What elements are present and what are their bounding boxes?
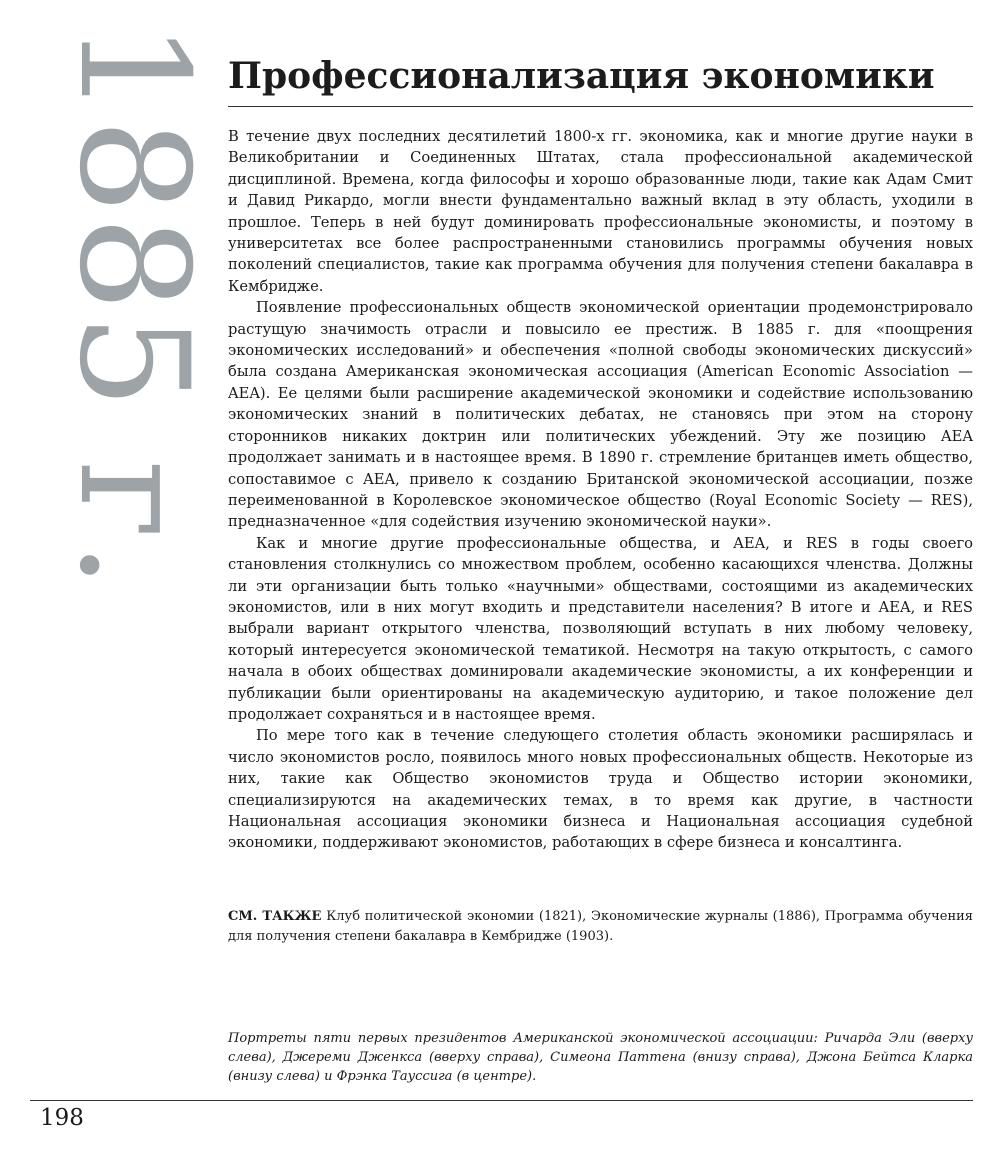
paragraph-2: Появление профессиональных обществ экономической ориентации продемонстрировало растущую значимость отрасли и повысило ее престиж. В 1885 г. для «поощрения экономических исследований» и обеспечения «полной свободы экономических дискуссий» была создана Американская экономическая ассоциация (American Economic Association — AEA). Ее целями были расширение академической экономики и содействие использованию экономических знаний в политических дебатах, не становясь при этом на сторону сторонников никаких доктрин или политических убеждений. Эту же позицию AEA продолжает занимать и в настоящее время. В 1890 г. стремление британцев иметь общество, сопоставимое с AEA, привело к созданию Британской экономической ассоциации, позже переименованной в Королевское экономическое общество (Royal Economic Society — RES), предназначенное «для содействия изучению экономической науки».	[228, 299, 973, 531]
see-also-label: СМ. ТАКЖЕ	[228, 909, 322, 924]
see-also-text: Клуб политической экономии (1821), Экономические журналы (1886), Программа обучения для получения степени бакалавра в Кембридже (1903).	[228, 909, 973, 944]
paragraph-1: В течение двух последних десятилетий 1800-х гг. экономика, как и многие другие науки в Великобритании и Соединенных Штатах, стала профессиональной академической дисциплиной. Времена, когда философы и хорошо образованные люди, такие как Адам Смит и Давид Рикардо, могли внести фундаментально важный вклад в эту область, уходили в прошлое. Теперь в ней будут доминировать профессиональные экономисты, и поэтому в университетах все более распространенными становились программы обучения новых поколений специалистов, такие как программа обучения для получения степени бакалавра в Кембридже.	[228, 128, 973, 295]
page-title: Профессионализация экономики	[228, 55, 935, 97]
page-number: 198	[40, 1105, 84, 1131]
side-year-text: 1885 г.	[46, 21, 220, 591]
paragraph-3: Как и многие другие профессиональные общества, и AEA, и RES в годы своего становления столкнулись со множеством проблем, особенно касающихся членства. Должны ли эти организации быть только «научными» обществами, состоящими из академических экономистов, или в них могут входить и представители населения? В итоге и AEA, и RES выбрали вариант открытого членства, позволяющий вступать в них любому человеку, который интересуется экономической тематикой. Несмотря на такую открытость, с самого начала в обоих обществах доминировали академические экономисты, а их конференции и публикации были ориентированы на академическую аудиторию, и такое положение дел продолжает сохраняться и в настоящее время.	[228, 534, 973, 723]
side-year-banner	[46, 21, 220, 591]
footer-divider	[30, 1100, 973, 1101]
title-divider	[228, 106, 973, 107]
see-also	[228, 907, 973, 946]
article-body	[228, 126, 973, 854]
image-caption: Портреты пяти первых президентов Американской экономической ассоциации: Ричарда Эли (вверху слева), Джереми Дженкса (вверху справа), Симеона Паттена (внизу справа), Джона Бейтса Кларка (внизу слева) и Фрэнка Таусcига (в центре).	[228, 1031, 973, 1084]
paragraph-4: По мере того как в течение следующего столетия область экономики расширялась и число экономистов росло, появилось много новых профессиональных обществ. Некоторые из них, такие как Общество экономистов труда и Общество истории экономики, специализируются на академических темах, в то время как другие, в частности Национальная ассоциация экономики бизнеса и Национальная ассоциация судебной экономики, поддерживают экономистов, работающих в сфере бизнеса и консалтинга.	[228, 727, 973, 852]
